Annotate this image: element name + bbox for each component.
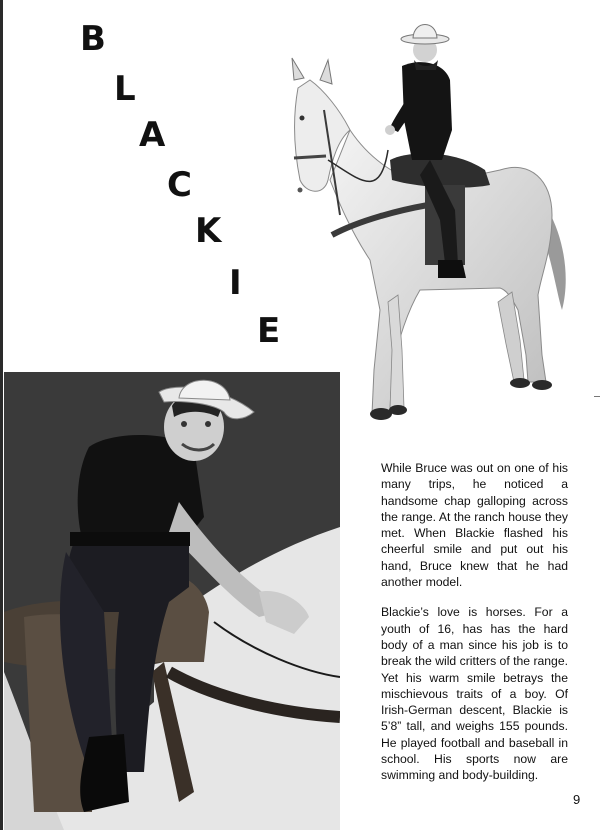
title-letter-a: A (139, 115, 166, 155)
rider-on-horse-illustration (280, 10, 580, 430)
article-paragraph: While Bruce was out on one of his many trips, he noticed a handsome chap galloping across the range. At the ranch house they met. When Blackie flashed his cheerful smile and put out his hand, Bruce knew that he had another model. (381, 461, 568, 590)
page-edge (0, 0, 3, 830)
smiling-rider-photo (4, 372, 340, 830)
title-letter-k: K (195, 211, 222, 251)
page-number: 9 (573, 792, 581, 807)
title-letter-e: E (257, 311, 281, 351)
page-edge-mark (594, 396, 600, 397)
title-letter-i: I (229, 263, 242, 303)
title-letter-l: L (114, 69, 136, 109)
smiling-rider-illustration (4, 372, 340, 830)
title-letter-c: C (167, 165, 192, 205)
title-letter-b: B (80, 19, 106, 59)
rider-on-horse-photo (280, 10, 580, 430)
article-text (381, 460, 568, 798)
article-paragraph: Blackie’s love is horses. For a youth of 16, has has the hard body of a man since his job is to break the wild critters of the range. Yet his warm smile betrays the mischievous traits of a boy. Of Irish-German descent, Blackie is 5’8” tall, and weighs 155 pounds. He played football and baseball in school. His sports now are swimming and body-building. (381, 605, 568, 783)
